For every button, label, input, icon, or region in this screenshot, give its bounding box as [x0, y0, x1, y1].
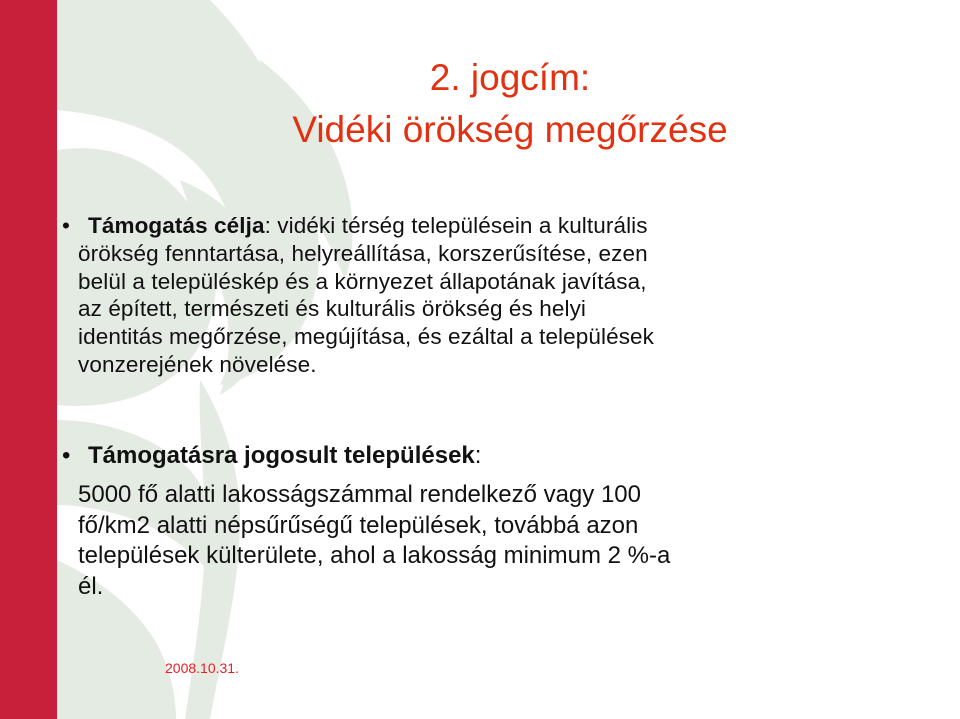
section-goal: [62, 212, 922, 379]
footer-date: 2008.10.31.: [165, 660, 239, 676]
eligible-label-suffix: :: [474, 442, 482, 469]
goal-label: Támogatás célja: [88, 213, 265, 238]
title-line-1: 2. jogcím:: [429, 57, 591, 98]
goal-first-line-text: : vidéki térség településein a kulturális: [264, 213, 648, 238]
goal-line: örökség fenntartása, helyreállítása, korszerűsítése, ezen: [78, 240, 648, 266]
section-eligible: [62, 441, 922, 470]
goal-line: vonzerejének növelése.: [78, 351, 317, 377]
goal-line: az épített, természeti és kulturális örökség és helyi: [78, 296, 587, 322]
eligible-line: települések külterülete, ahol a lakosság minimum 2 %-a: [78, 542, 671, 569]
slide-title: [200, 52, 820, 156]
eligible-body: [78, 480, 908, 602]
eligible-heading: [62, 441, 922, 470]
goal-line: identitás megőrzése, megújítása, és ezáltal a települések: [78, 324, 655, 350]
bullet-icon: •: [62, 213, 70, 238]
title-line-2: Vidéki örökség megőrzése: [292, 109, 728, 150]
goal-first-line: [62, 212, 922, 240]
eligible-line: fő/km2 alatti népsűrűségű települések, továbbá azon: [78, 511, 639, 539]
eligible-line: 5000 fő alatti lakosságszámmal rendelkező vagy 100: [78, 481, 641, 508]
bullet-icon: •: [62, 442, 71, 469]
goal-line: belül a településkép és a környezet állapotának javítása,: [78, 268, 647, 294]
eligible-label: Támogatásra jogosult települések: [88, 442, 475, 469]
eligible-line: él.: [78, 572, 104, 600]
